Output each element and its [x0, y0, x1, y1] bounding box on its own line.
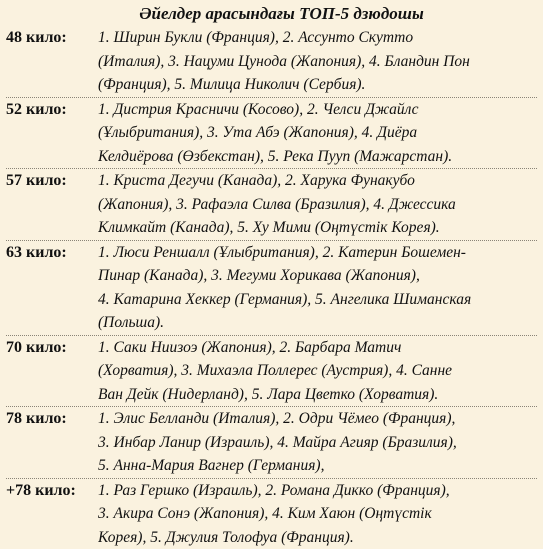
weight-class-label: 63 кило: [6, 241, 98, 265]
ranking-line: 1. Криста Дегучи (Канада), 2. Харука Фунакубо [98, 169, 533, 193]
athlete-ranking-text [98, 241, 537, 335]
weight-category-row [6, 478, 537, 549]
weight-category-row [6, 97, 537, 169]
page-title: Әйелдер арасындағы ТОП-5 дзюдошы [26, 4, 537, 26]
weight-category-row [6, 406, 537, 478]
ranking-line: Корея), 5. Джулия Толофуа (Франция). [98, 526, 533, 549]
ranking-line: 1. Дистрия Красничи (Косово), 2. Челси Джайлс [98, 98, 533, 122]
ranking-line: 3. Инбар Ланир (Израиль), 4. Майра Агияр (Бразилия), [98, 431, 533, 455]
athlete-ranking-text [98, 479, 537, 549]
ranking-line: (Ұлыбритания), 3. Ута Абэ (Жапония), 4. Диёра [98, 121, 533, 145]
ranking-line: 1. Ширин Букли (Франция), 2. Ассунто Скутто [98, 26, 533, 50]
ranking-line: Келдиёрова (Өзбекстан), 5. Река Пууп (Мажарстан). [98, 145, 533, 169]
athlete-ranking-text [98, 407, 537, 478]
ranking-line: 5. Анна-Мария Вагнер (Германия), [98, 454, 533, 478]
weight-category-row [6, 240, 537, 335]
ranking-line: (Жапония), 3. Рафаэла Силва (Бразилия), 4. Джессика [98, 193, 533, 217]
ranking-line: Пинар (Канада), 3. Мегуми Хорикава (Жапония), [98, 264, 533, 288]
ranking-line: (Польша). [98, 311, 533, 335]
ranking-line: Климкайт (Канада), 5. Ху Мими (Оңтүстік Корея). [98, 216, 533, 240]
weight-class-label: 70 кило: [6, 336, 98, 360]
ranking-line: 1. Раз Гершко (Израиль), 2. Романа Дикко (Франция), [98, 479, 533, 503]
ranking-line: 4. Катарина Хеккер (Германия), 5. Ангелика Шиманская [98, 288, 533, 312]
athlete-ranking-text [98, 169, 537, 240]
weight-category-row [6, 335, 537, 407]
ranking-line: Ван Дейк (Нидерланд), 5. Лара Цветко (Хорватия). [98, 383, 533, 407]
weight-class-label: 48 кило: [6, 26, 98, 50]
weight-class-label: 78 кило: [6, 407, 98, 431]
ranking-line: (Италия), 3. Нацуми Цунода (Жапония), 4. Бландин Пон [98, 50, 533, 74]
weight-class-label: 52 кило: [6, 98, 98, 122]
weight-class-label: 57 кило: [6, 169, 98, 193]
weight-category-row [6, 26, 537, 97]
athlete-ranking-text [98, 336, 537, 407]
ranking-line: 1. Саки Ниизоэ (Жапония), 2. Барбара Матич [98, 336, 533, 360]
ranking-line: 3. Акира Сонэ (Жапония), 4. Ким Хаюн (Оңтүстік [98, 502, 533, 526]
weight-category-row [6, 168, 537, 240]
weight-class-label: +78 кило: [6, 479, 98, 503]
ranking-line: (Хорватия), 3. Михаэла Поллерес (Аустрия), 4. Санне [98, 359, 533, 383]
ranking-line: (Франция), 5. Милица Николич (Сербия). [98, 73, 533, 97]
athlete-ranking-text [98, 98, 537, 169]
category-list [6, 26, 537, 549]
ranking-line: 1. Элис Белланди (Италия), 2. Одри Чёмео (Франция), [98, 407, 533, 431]
athlete-ranking-text [98, 26, 537, 97]
ranking-line: 1. Люси Реншалл (Ұлыбритания), 2. Катерин Бошемен- [98, 241, 533, 265]
